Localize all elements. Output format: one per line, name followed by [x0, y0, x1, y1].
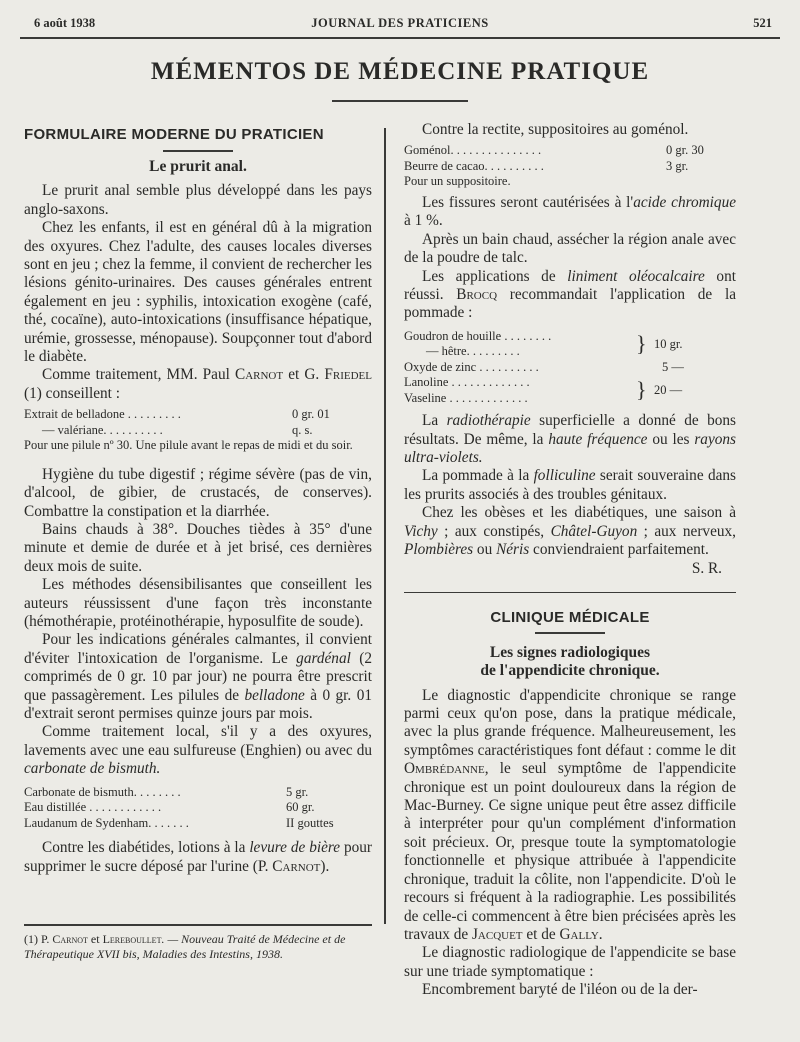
left-column [24, 126, 372, 876]
prescription [404, 143, 736, 190]
prescription-row: Beurre de cacao. . . . . . . . . . 3 gr. [404, 158, 689, 173]
paragraph: La pommade à la folliculine serait souveraine dans les prurits associés à des troubles génitaux. [404, 467, 736, 503]
prescription-row: — hêtre. . . . . . . . . [426, 344, 520, 359]
brace: } [636, 330, 647, 356]
journal-name: JOURNAL DES PRATICIENS [311, 16, 489, 30]
header-rule [20, 37, 780, 39]
paragraph: Comme traitement local, s'il y a des oxyures, lavements avec une eau sulfureuse (Enghien) ou avec du carbonate de bismuth. [24, 723, 372, 778]
signature: S. R. [691, 559, 722, 577]
author-name: Carnot [235, 366, 284, 384]
section-heading-clinique: CLINIQUE MÉDICALE [490, 608, 650, 626]
prescription-row: Goménol. . . . . . . . . . . . . . . 0 gr. 30 [404, 143, 704, 158]
footnote: (1) P. Carnot et Lereboullet. — Nouveau Traité de Médecine et de Thérapeutique XVII bis, Maladies des Intestins, 1938. [24, 932, 346, 961]
prescription [404, 329, 736, 407]
prescription-row: Lanoline . . . . . . . . . . . . . [404, 375, 530, 390]
paragraph: Chez les obèses et les diabétiques, une saison à Vichy ; aux constipés, Châtel-Guyon ; aux nerveux, Plombières ou Néris conviendraient parfaitement. [404, 504, 736, 559]
right-column [404, 121, 736, 1000]
paragraph: Contre la rectite, suppositoires au goménol. [422, 121, 689, 138]
paragraph: Le diagnostic d'appendicite chronique se range parmi ceux qu'on pose, dans la pratique médicale, avec la plus grande fréquence. Malheureusement, les symptômes caractéristiques font défaut : comme le dit Ombrédanne, le seul symptôme de l'appendicite chronique est un point douloureux dans la région de Mac-Burney. Ce signe unique peut être assez difficile à interpréter pour qu'un complément d'information soit précieux. Or, presque toute la symptomatologie fonctionnelle et physique attribuée à l'appendicite chronique, traduit la côlite, non l'appendicite. D'où le recours si fréquent à la radiographie. Les possibilités de celle-ci commencent à être bien précisées après les travaux de Jacquet et de Gally. [404, 686, 736, 943]
article-subtitle: Les signes radiologiques [489, 643, 651, 661]
prescription-row: Laudanum de Sydenham. . . . . . . II gouttes [24, 815, 334, 830]
paragraph: La radiothérapie superficielle a donné de bons résultats. De même, la haute fréquence ou les rayons ultra-violets. [404, 412, 736, 467]
paragraph: Les méthodes désensibilisantes que conseillent les auteurs réussissent d'une façon très inconstante (hémothérapie, protéinothérapie, hyposulfite de soude). [24, 576, 372, 630]
paragraph: Chez les enfants, il est en général dû à la migration des oxyures. Chez l'adulte, des causes locales diverses sont en jeu ; chez la femme, il convient de rechercher les lésions génito-urinaires. Des causes générales entrent également en jeu : syphilis, intoxication exogène (café, thé, cocaïne), auto-intoxications (insuffisance hépatique, urémie, grossesse, ménopause). Soupçonner tout d'abord le diabète. [24, 219, 372, 365]
prescription-row: Goudron de houille . . . . . . . . [404, 328, 552, 343]
paragraph: Le prurit anal semble plus développé dans les pays anglo-saxons. [24, 182, 372, 218]
article-subtitle: Le prurit anal. [149, 157, 247, 175]
author-name: Friedel [324, 366, 372, 384]
article-subtitle: de l'appendicite chronique. [480, 662, 660, 680]
prescription-row: Eau distillée . . . . . . . . . . . . 60 gr. [24, 800, 315, 815]
prescription-row: Vaseline . . . . . . . . . . . . . [404, 390, 528, 405]
prescription-row: Oxyde de zinc . . . . . . . . . . 5 — [404, 359, 684, 374]
brace-quantity: 10 gr. [654, 336, 683, 351]
prescription [24, 407, 372, 454]
paragraph: Les fissures seront cautérisées à l'acide chromique à 1 %. [404, 193, 737, 230]
paragraph: Encombrement baryté de l'iléon ou de la der- [422, 981, 698, 999]
paragraph: Bains chauds à 38°. Douches tièdes à 35° d'une minute et demie de durée et à jet brisé, ces dernières deux mois de suite. [24, 520, 372, 575]
prescription-row: Carbonate de bismuth. . . . . . . . 5 gr. [24, 784, 309, 799]
brace: } [636, 376, 647, 402]
prescription-note: Pour un suppositoire. [404, 174, 511, 189]
paragraph: Hygiène du tube digestif ; régime sévère (pas de vin, d'alcool, de gibier, de crustacés, de conserves). Combattre la constipation et la diarrhée. [24, 465, 372, 520]
section-rule [163, 150, 233, 152]
paragraph: Contre les diabétides, lotions à la levure de bière pour supprimer le sucre déposé par l'urine (P. Carnot). [24, 839, 372, 875]
column-divider [384, 128, 386, 924]
section-rule [535, 632, 605, 634]
paragraph: Pour les indications générales calmantes, il convient d'éviter l'intoxication de l'organisme. Le gardénal (2 comprimés de 0 gr. 10 par jour) ne pourra être prescrit que passagèrement. Les pilules de belladone à 0 gr. 01 d'extrait seront permises quinze jours par mois. [24, 631, 372, 722]
prescription-row: — valériane. . . . . . . . . . q. s. [42, 422, 313, 437]
prescription [24, 785, 372, 832]
paragraph: Le diagnostic radiologique de l'appendicite se base sur une triade symptomatique : [404, 944, 736, 980]
brace-quantity: 20 — [654, 382, 683, 397]
page-title: MÉMENTOS DE MÉDECINE PRATIQUE [150, 58, 650, 85]
footnote-rule [24, 924, 372, 926]
prescription-row: Extrait de belladone . . . . . . . . . 0 gr. 01 [24, 407, 330, 422]
prescription-note: Pour une pilule nº 30. Une pilule avant le repas de midi et du soir. [24, 438, 353, 453]
page-number: 521 [753, 16, 772, 30]
paragraph: Les applications de liniment oléocalcaire ont réussi. Brocq recommandait l'application de la pommade : [404, 267, 736, 322]
paragraph: Comme traitement, MM. Paul Carnot et G. Friedel (1) conseillent : [24, 366, 372, 402]
section-heading-formulaire: FORMULAIRE MODERNE DU PRATICIEN [24, 126, 324, 143]
title-rule [332, 100, 468, 102]
paragraph: Après un bain chaud, assécher la région anale avec de la poudre de talc. [404, 230, 736, 267]
issue-date: 6 août 1938 [34, 16, 96, 30]
